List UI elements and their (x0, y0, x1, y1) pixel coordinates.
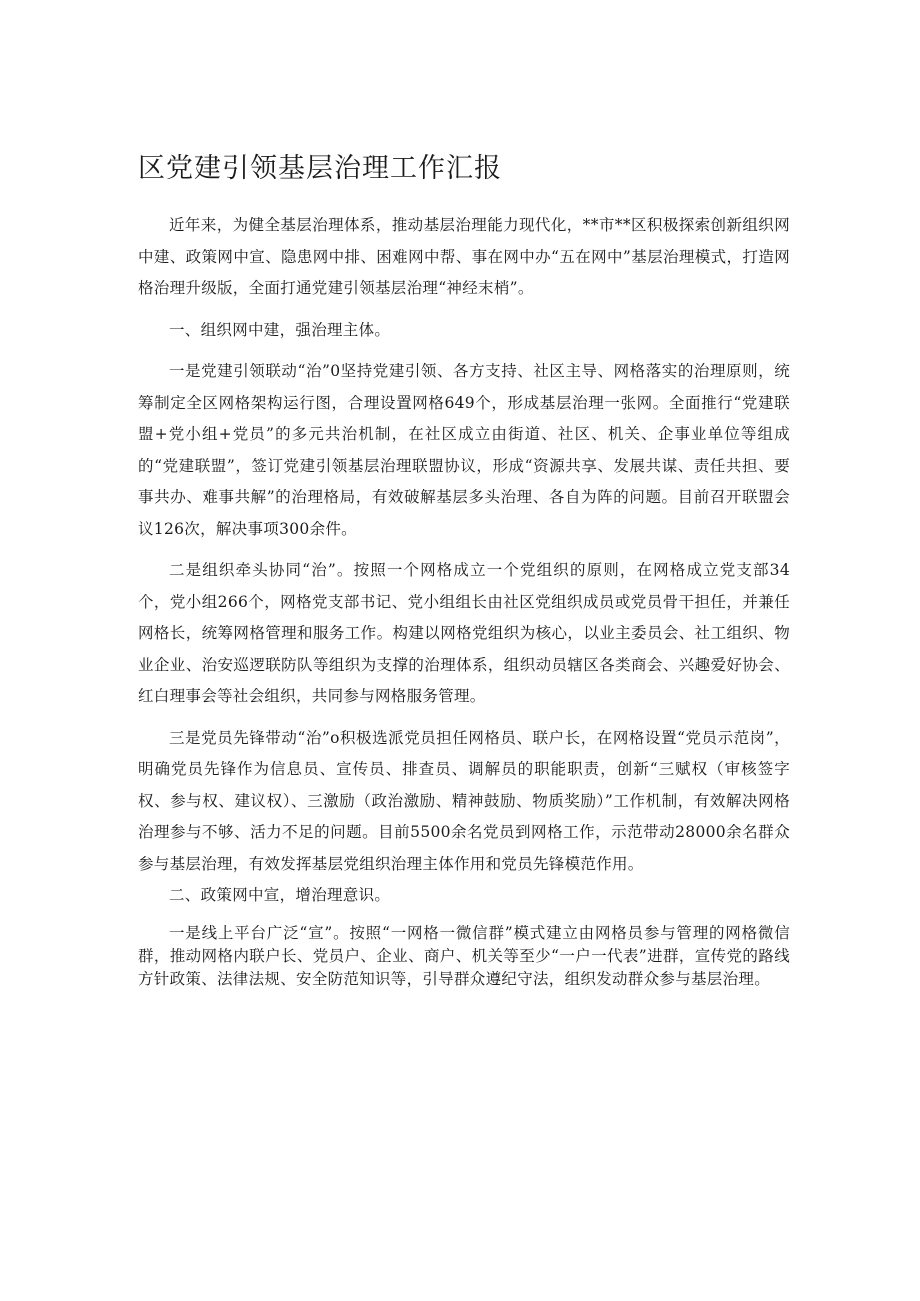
document-title: 区党建引领基层治理工作汇报 (138, 153, 502, 184)
paragraph-intro: 近年来，为健全基层治理体系，推动基层治理能力现代化，**市**区积极探索创新组织网中建、政策网中宣、隐患网中排、困难网中帮、事在网中办“五在网中”基层治理模式，打造网格治理升级版，全面打通党建引领基层治理“神经末梢”。 (138, 216, 790, 297)
heading-section-1: 一、组织网中建，强治理主体。 (169, 320, 391, 339)
document-body (138, 210, 790, 991)
paragraph-1-2: 二是组织牵头协同“治”。按照一个网格成立一个党组织的原则，在网格成立党支部34个，党小组266个，网格党支部书记、党小组组长由社区党组织成员或党员骨干担任，并兼任网格长，统筹网格管理和服务工作。构建以网格党组织为核心，以业主委员会、社工组织、物业企业、治安巡逻联防队等组织为支撑的治理体系，组织动员辖区各类商会、兴趣爱好协会、红白理事会等社会组织，共同参与网格服务管理。 (138, 561, 790, 705)
paragraph-2-1: 一是线上平台广泛“宣”。按照“一网格一微信群”模式建立由网格员参与管理的网格微信群，推动网格内联户长、党员户、企业、商户、机关等至少“一户一代表”进群，宣传党的路线方针政策、法律法规、安全防范知识等，引导群众遵纪守法，组织发动群众参与基层治理。 (138, 923, 790, 988)
heading-section-2: 二、政策网中宣，增治理意识。 (169, 886, 391, 904)
paragraph-1-1: 一是党建引领联动“治”0坚持党建引领、各方支持、社区主导、网格落实的治理原则，统筹制定全区网格架构运行图，合理设置网格649个，形成基层治理一张网。全面推行“党建联盟+党小组+党员”的多元共治机制，在社区成立由街道、社区、机关、企事业单位等组成的“党建联盟”，签订党建引领基层治理联盟协议，形成“资源共享、发展共谋、责任共担、要事共办、难事共解”的治理格局，有效破解基层多头治理、各自为阵的问题。目前召开联盟会议126次，解决事项300余件。 (138, 362, 790, 538)
paragraph-1-3: 三是党员先锋带动“治”o积极选派党员担任网格员、联户长，在网格设置“党员示范岗”，明确党员先锋作为信息员、宣传员、排查员、调解员的职能职责，创新“三赋权（审核签字权、参与权、建议权）、三激励（政治激励、精神鼓励、物质奖励）”工作机制，有效解决网格治理参与不够、活力不足的问题。目前5500余名党员到网格工作，示范带动28000余名群众参与基层治理，有效发挥基层党组织治理主体作用和党员先锋模范作用。 (138, 728, 790, 873)
